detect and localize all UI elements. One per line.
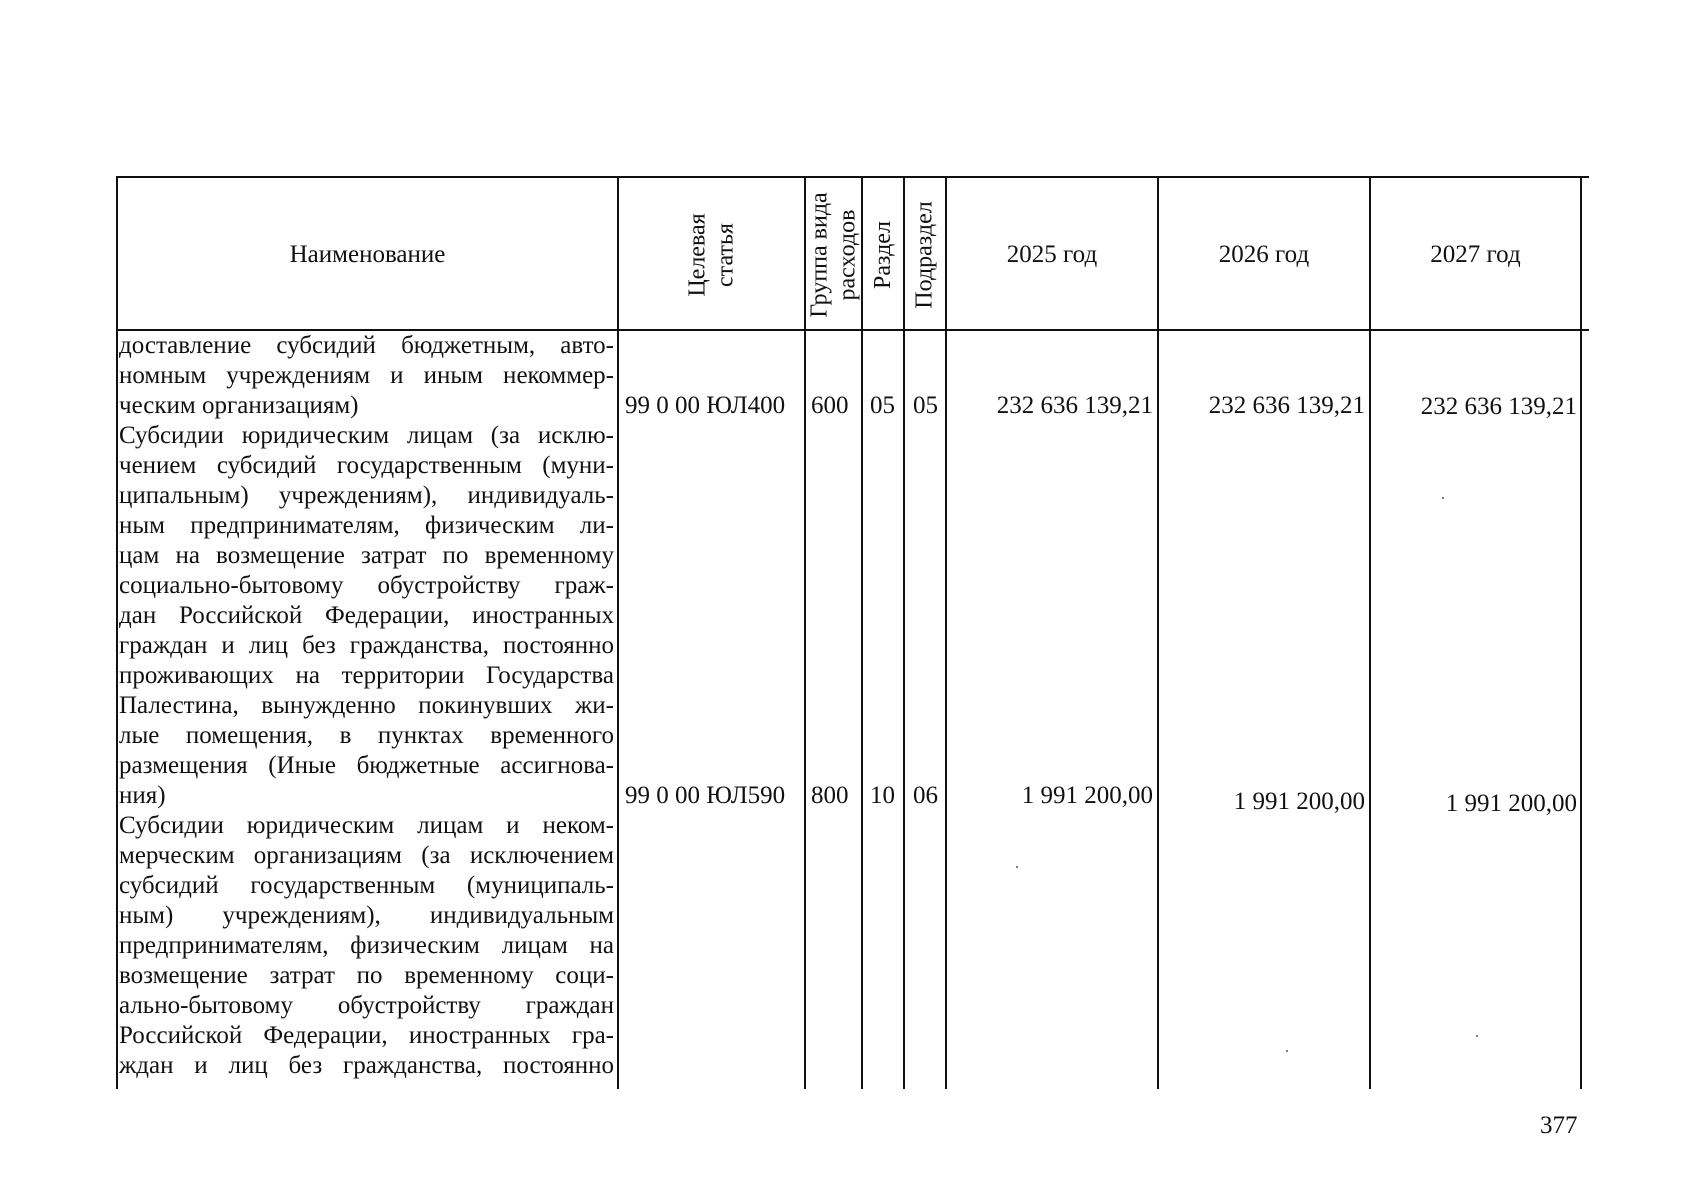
name-line: Субсидии юридическим лицам (за исклю- [119, 422, 614, 449]
name-line: социально-бытовому обустройству граж- [119, 572, 614, 599]
name-line: номным учреждениям и иным некоммер- [119, 362, 614, 389]
scan-speck [1016, 866, 1018, 868]
header-expense-group [806, 179, 861, 330]
row2-target-article: 99 0 00 ЮЛ590 [625, 782, 786, 809]
name-line: Субсидии юридическим лицам и неком- [119, 812, 614, 839]
name-line: ческим организациям) [119, 392, 359, 419]
header-2026: 2026 год [1218, 240, 1310, 268]
name-line: ждан и лиц без гражданства, постоянно [119, 1052, 614, 1079]
page-number: 377 [1540, 1112, 1578, 1139]
header-2027: 2027 год [1430, 240, 1521, 268]
name-line: проживающих на территории Государства [119, 662, 614, 689]
row1-subsection: 05 [913, 392, 938, 419]
name-line: ным) учреждениям), индивидуальным [119, 902, 614, 929]
row2-expense-group: 800 [811, 782, 849, 809]
name-line: размещения (Иные бюджетные ассигнова- [119, 752, 614, 779]
row1-target-article: 99 0 00 ЮЛ400 [625, 392, 786, 419]
name-line: Российской Федерации, иностранных гра- [119, 1022, 614, 1049]
row1-section: 05 [870, 392, 895, 419]
name-line: доставление субсидий бюджетным, авто- [119, 332, 614, 359]
row2-subsection: 06 [913, 782, 938, 809]
scan-speck [1286, 1050, 1288, 1052]
name-line: Палестина, вынужденно покинувших жи- [119, 692, 614, 719]
header-expense-group-line1: Группа вида [806, 191, 833, 318]
header-subsection [905, 179, 945, 330]
name-line: мерческим организациям (за исключением [119, 842, 614, 869]
name-column [119, 331, 614, 1086]
name-line: граждан и лиц без гражданства, постоянно [119, 632, 614, 659]
name-line: дан Российской Федерации, иностранных [119, 602, 614, 629]
name-line: чением субсидий государственным (муни- [119, 452, 614, 479]
scan-speck [1442, 497, 1444, 499]
header-target-article [619, 179, 804, 330]
row1-2025: 232 636 139,21 [996, 392, 1153, 419]
row1-2027: 232 636 139,21 [1420, 393, 1577, 420]
header-section-label: Раздел [870, 220, 897, 289]
name-line: субсидий государственным (муниципаль- [119, 872, 614, 899]
name-line: предпринимателям, физическим лицам на [119, 932, 614, 959]
header-target-article-line1: Целевая [684, 212, 711, 297]
name-line: ния) [119, 782, 166, 809]
scan-speck [1476, 1035, 1478, 1037]
header-target-article-line2: статья [712, 222, 739, 287]
header-name: Наименование [289, 240, 446, 268]
row1-2026: 232 636 139,21 [1208, 392, 1365, 419]
header-2025: 2025 год [1006, 240, 1098, 268]
row2-section: 10 [870, 782, 895, 809]
header-expense-group-line2: расходов [834, 209, 861, 300]
row2-2025: 1 991 200,00 [1021, 782, 1153, 809]
row1-expense-group: 600 [811, 392, 849, 419]
name-line: ципальным) учреждениям), индивидуаль- [119, 482, 614, 509]
header-section [863, 179, 903, 330]
table-right-border [1580, 177, 1582, 1089]
name-line: ным предпринимателям, физическим ли- [119, 512, 614, 539]
row2-2026: 1 991 200,00 [1233, 788, 1365, 815]
name-line: ально-бытовому обустройству граждан [119, 992, 614, 1019]
name-line: возмещение затрат по временному соци- [119, 962, 614, 989]
name-line: лые помещения, в пунктах временного [119, 722, 614, 749]
header-subsection-label: Подраздел [912, 200, 939, 309]
name-line: цам на возмещение затрат по временному [119, 542, 614, 569]
row2-2027: 1 991 200,00 [1445, 790, 1577, 817]
